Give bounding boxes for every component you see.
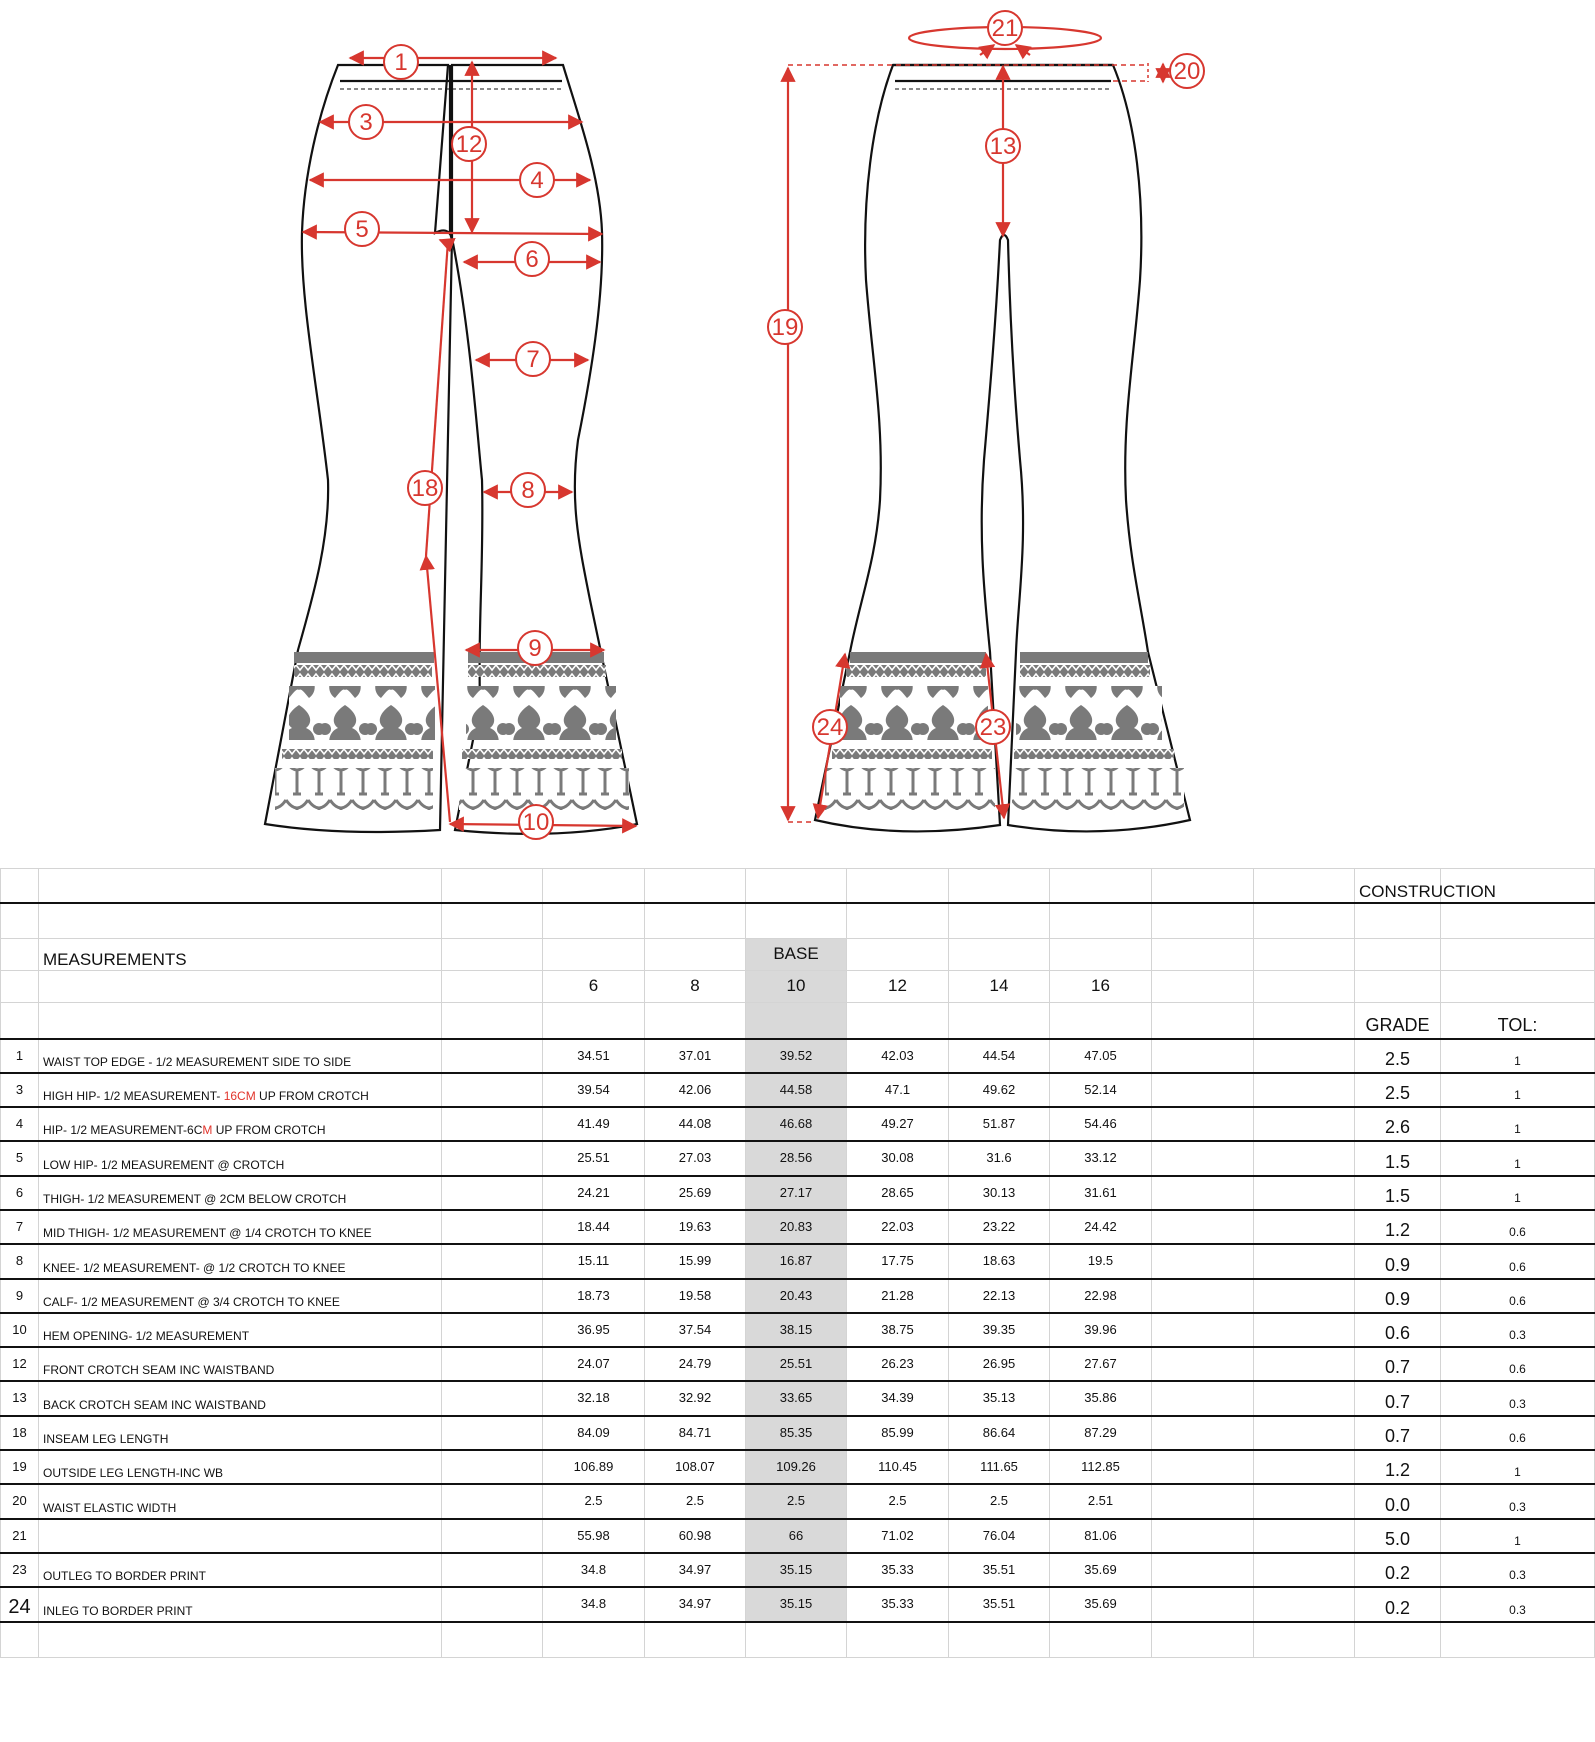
measurement-description <box>39 1210 442 1244</box>
tol-value: 0.6 <box>1441 1279 1595 1313</box>
row-number: 19 <box>1 1450 39 1484</box>
size-value: 28.56 <box>746 1141 847 1175</box>
size-value: 39.35 <box>949 1313 1050 1347</box>
back-border-print-left <box>825 652 995 810</box>
row-number: 13 <box>1 1381 39 1415</box>
tol-header: TOL: <box>1441 1003 1595 1039</box>
grade-value: 0.2 <box>1355 1587 1441 1621</box>
size-value: 24.42 <box>1050 1210 1152 1244</box>
size-value: 35.33 <box>847 1553 949 1587</box>
grade-value: 1.5 <box>1355 1176 1441 1210</box>
measurement-description <box>39 1244 442 1278</box>
size-value: 111.65 <box>949 1450 1050 1484</box>
row-number: 10 <box>1 1313 39 1347</box>
tol-value: 1 <box>1441 1107 1595 1141</box>
grade-value: 0.7 <box>1355 1347 1441 1381</box>
size-header-16: 16 <box>1050 971 1152 1003</box>
size-value: 27.17 <box>746 1176 847 1210</box>
description-text: WAIST TOP EDGE - 1/2 MEASUREMENT SIDE TO SIDE <box>43 1054 352 1069</box>
size-header-8: 8 <box>645 971 746 1003</box>
size-value: 76.04 <box>949 1519 1050 1553</box>
size-value: 24.79 <box>645 1347 746 1381</box>
size-value: 41.49 <box>543 1107 645 1141</box>
callout-20 <box>1170 54 1204 88</box>
size-value: 34.8 <box>543 1587 645 1621</box>
svg-text:23: 23 <box>979 714 1007 741</box>
callout-1 <box>384 45 418 79</box>
size-value: 2.5 <box>746 1484 847 1518</box>
grade-value: 5.0 <box>1355 1519 1441 1553</box>
grade-value: 2.5 <box>1355 1073 1441 1107</box>
grade-value: 2.5 <box>1355 1039 1441 1073</box>
size-value: 81.06 <box>1050 1519 1152 1553</box>
construction-header: CONSTRUCTION <box>1355 869 1441 903</box>
description-text: MID THIGH- 1/2 MEASUREMENT @ 1/4 CROTCH TO KNEE <box>43 1226 372 1241</box>
row-number: 1 <box>1 1039 39 1073</box>
size-value: 15.99 <box>645 1244 746 1278</box>
size-value: 84.71 <box>645 1416 746 1450</box>
description-text: CALF- 1/2 MEASUREMENT @ 3/4 CROTCH TO KNEE <box>43 1294 340 1309</box>
size-value: 38.15 <box>746 1313 847 1347</box>
size-value: 39.52 <box>746 1039 847 1073</box>
row-number: 6 <box>1 1176 39 1210</box>
size-value: 34.97 <box>645 1553 746 1587</box>
description-text: 16CM <box>223 1089 256 1104</box>
size-value: 66 <box>746 1519 847 1553</box>
measurement-description <box>39 1107 442 1141</box>
size-value: 54.46 <box>1050 1107 1152 1141</box>
size-value: 35.69 <box>1050 1587 1152 1621</box>
tol-value: 1 <box>1441 1073 1595 1107</box>
size-value: 34.51 <box>543 1039 645 1073</box>
callout-10 <box>519 805 553 839</box>
size-value: 25.69 <box>645 1176 746 1210</box>
size-value: 16.87 <box>746 1244 847 1278</box>
size-value: 108.07 <box>645 1450 746 1484</box>
size-value: 39.54 <box>543 1073 645 1107</box>
tol-value: 0.3 <box>1441 1587 1595 1621</box>
measurement-description <box>39 1450 442 1484</box>
grade-value: 0.9 <box>1355 1244 1441 1278</box>
size-value: 2.5 <box>543 1484 645 1518</box>
size-value: 38.75 <box>847 1313 949 1347</box>
description-text: M <box>202 1123 213 1138</box>
size-value: 22.13 <box>949 1279 1050 1313</box>
callout-13 <box>986 129 1020 163</box>
measurement-description <box>39 1416 442 1450</box>
grade-header: GRADE <box>1355 1003 1441 1039</box>
grade-value: 2.6 <box>1355 1107 1441 1141</box>
svg-text:5: 5 <box>355 216 369 243</box>
measurement-spec-table <box>0 868 1595 1658</box>
tol-value: 0.6 <box>1441 1416 1595 1450</box>
row-number: 18 <box>1 1416 39 1450</box>
size-value: 27.67 <box>1050 1347 1152 1381</box>
size-value: 49.62 <box>949 1073 1050 1107</box>
measurement-description <box>39 1279 442 1313</box>
description-text: WAIST ELASTIC WIDTH <box>43 1500 177 1515</box>
size-value: 31.61 <box>1050 1176 1152 1210</box>
measurement-description <box>39 1176 442 1210</box>
svg-text:1: 1 <box>394 49 408 76</box>
size-value: 19.63 <box>645 1210 746 1244</box>
callout-3 <box>349 105 383 139</box>
callout-12 <box>452 127 486 161</box>
size-value: 34.97 <box>645 1587 746 1621</box>
row-number: 12 <box>1 1347 39 1381</box>
size-value: 30.13 <box>949 1176 1050 1210</box>
size-value: 110.45 <box>847 1450 949 1484</box>
size-value: 47.1 <box>847 1073 949 1107</box>
svg-text:13: 13 <box>989 133 1017 160</box>
size-value: 2.51 <box>1050 1484 1152 1518</box>
size-value: 25.51 <box>543 1141 645 1175</box>
row-number: 7 <box>1 1210 39 1244</box>
svg-text:8: 8 <box>521 477 535 504</box>
size-value: 27.03 <box>645 1141 746 1175</box>
measurement-description <box>39 1484 442 1518</box>
size-value: 20.83 <box>746 1210 847 1244</box>
size-value: 2.5 <box>847 1484 949 1518</box>
size-value: 35.15 <box>746 1553 847 1587</box>
svg-text:7: 7 <box>526 346 540 373</box>
description-text: OUTSIDE LEG LENGTH-INC WB <box>43 1466 224 1481</box>
svg-text:18: 18 <box>411 475 439 502</box>
size-value: 20.43 <box>746 1279 847 1313</box>
measurement-description <box>39 1587 442 1621</box>
size-value: 18.73 <box>543 1279 645 1313</box>
row-number: 21 <box>1 1519 39 1553</box>
svg-text:3: 3 <box>359 109 373 136</box>
grade-value: 1.5 <box>1355 1141 1441 1175</box>
callout-4 <box>520 163 554 197</box>
size-value: 42.03 <box>847 1039 949 1073</box>
size-value: 15.11 <box>543 1244 645 1278</box>
callout-9 <box>518 631 552 665</box>
callout-7 <box>516 342 550 376</box>
size-value: 35.51 <box>949 1587 1050 1621</box>
row-number: 9 <box>1 1279 39 1313</box>
svg-text:9: 9 <box>528 635 542 662</box>
size-value: 26.23 <box>847 1347 949 1381</box>
front-border-print-left <box>275 652 435 810</box>
description-text: UP FROM CROTCH <box>255 1089 369 1104</box>
grade-value: 0.9 <box>1355 1279 1441 1313</box>
size-value: 24.21 <box>543 1176 645 1210</box>
description-text: KNEE- 1/2 MEASUREMENT- @ 1/2 CROTCH TO KNEE <box>43 1260 346 1275</box>
size-value: 44.54 <box>949 1039 1050 1073</box>
size-value: 25.51 <box>746 1347 847 1381</box>
front-border-print-right <box>459 652 629 810</box>
size-value: 44.08 <box>645 1107 746 1141</box>
size-value: 34.8 <box>543 1553 645 1587</box>
callout-18 <box>408 471 442 505</box>
size-value: 46.68 <box>746 1107 847 1141</box>
size-value: 42.06 <box>645 1073 746 1107</box>
size-value: 2.5 <box>645 1484 746 1518</box>
description-text: OUTLEG TO BORDER PRINT <box>43 1569 206 1584</box>
base-size-label: BASE <box>746 939 847 971</box>
svg-text:20: 20 <box>1173 58 1201 85</box>
size-value: 24.07 <box>543 1347 645 1381</box>
tol-value: 0.3 <box>1441 1553 1595 1587</box>
svg-text:12: 12 <box>455 131 483 158</box>
svg-text:6: 6 <box>525 246 539 273</box>
measurement-description <box>39 1073 442 1107</box>
grade-value: 0.2 <box>1355 1553 1441 1587</box>
size-value: 71.02 <box>847 1519 949 1553</box>
row-number: 5 <box>1 1141 39 1175</box>
row-number: 23 <box>1 1553 39 1587</box>
grade-value: 0.6 <box>1355 1313 1441 1347</box>
size-value: 52.14 <box>1050 1073 1152 1107</box>
description-text: UP FROM CROTCH <box>212 1123 326 1138</box>
size-value: 32.18 <box>543 1381 645 1415</box>
size-value: 28.65 <box>847 1176 949 1210</box>
size-value: 33.12 <box>1050 1141 1152 1175</box>
callout-8 <box>511 473 545 507</box>
row-number: 24 <box>1 1587 39 1621</box>
tol-value: 1 <box>1441 1176 1595 1210</box>
svg-text:19: 19 <box>771 314 799 341</box>
description-text: HEM OPENING- 1/2 MEASUREMENT <box>43 1329 250 1344</box>
size-value: 55.98 <box>543 1519 645 1553</box>
size-value: 22.98 <box>1050 1279 1152 1313</box>
size-value: 21.28 <box>847 1279 949 1313</box>
svg-text:10: 10 <box>522 809 550 836</box>
size-value: 109.26 <box>746 1450 847 1484</box>
measurement-description <box>39 1553 442 1587</box>
row-number: 8 <box>1 1244 39 1278</box>
size-value: 30.08 <box>847 1141 949 1175</box>
size-header-6: 6 <box>543 971 645 1003</box>
size-value: 37.54 <box>645 1313 746 1347</box>
svg-text:24: 24 <box>816 714 844 741</box>
back-border-print-right <box>1012 652 1184 810</box>
size-value: 112.85 <box>1050 1450 1152 1484</box>
description-text: INLEG TO BORDER PRINT <box>43 1603 193 1618</box>
measurement-description <box>39 1039 442 1073</box>
tol-value: 1 <box>1441 1450 1595 1484</box>
callout-5 <box>345 212 379 246</box>
measurement-description <box>39 1313 442 1347</box>
size-value: 84.09 <box>543 1416 645 1450</box>
size-value: 51.87 <box>949 1107 1050 1141</box>
tol-value: 0.3 <box>1441 1381 1595 1415</box>
description-text: LOW HIP- 1/2 MEASUREMENT @ CROTCH <box>43 1157 285 1172</box>
description-text: HIP- 1/2 MEASUREMENT-6C <box>43 1123 203 1138</box>
size-value: 35.69 <box>1050 1553 1152 1587</box>
description-text: FRONT CROTCH SEAM INC WAISTBAND <box>43 1363 275 1378</box>
size-value: 35.13 <box>949 1381 1050 1415</box>
size-header-10: 10 <box>746 971 847 1003</box>
tol-value: 1 <box>1441 1519 1595 1553</box>
callout-6 <box>515 242 549 276</box>
size-value: 85.99 <box>847 1416 949 1450</box>
size-value: 85.35 <box>746 1416 847 1450</box>
measurement-description <box>39 1141 442 1175</box>
size-value: 18.44 <box>543 1210 645 1244</box>
tol-value: 1 <box>1441 1039 1595 1073</box>
callout-21 <box>988 11 1022 45</box>
svg-text:21: 21 <box>991 15 1019 42</box>
size-value: 49.27 <box>847 1107 949 1141</box>
measurement-description <box>39 1381 442 1415</box>
size-value: 19.58 <box>645 1279 746 1313</box>
size-value: 35.51 <box>949 1553 1050 1587</box>
size-value: 22.03 <box>847 1210 949 1244</box>
size-value: 32.92 <box>645 1381 746 1415</box>
size-value: 87.29 <box>1050 1416 1152 1450</box>
size-value: 39.96 <box>1050 1313 1152 1347</box>
row-number: 4 <box>1 1107 39 1141</box>
size-value: 19.5 <box>1050 1244 1152 1278</box>
size-value: 106.89 <box>543 1450 645 1484</box>
size-header-14: 14 <box>949 971 1050 1003</box>
size-value: 18.63 <box>949 1244 1050 1278</box>
callout-19 <box>768 310 802 344</box>
size-value: 17.75 <box>847 1244 949 1278</box>
grade-value: 1.2 <box>1355 1210 1441 1244</box>
measurement-description <box>39 1519 442 1553</box>
svg-text:4: 4 <box>530 167 544 194</box>
size-value: 35.86 <box>1050 1381 1152 1415</box>
size-value: 23.22 <box>949 1210 1050 1244</box>
callout-24 <box>813 710 847 744</box>
size-value: 36.95 <box>543 1313 645 1347</box>
size-value: 35.15 <box>746 1587 847 1621</box>
row-number: 3 <box>1 1073 39 1107</box>
size-value: 37.01 <box>645 1039 746 1073</box>
pants-technical-sketch <box>0 0 1594 868</box>
size-header-12: 12 <box>847 971 949 1003</box>
tol-value: 0.3 <box>1441 1484 1595 1518</box>
tol-value: 0.3 <box>1441 1313 1595 1347</box>
measurements-header: MEASUREMENTS <box>39 939 442 971</box>
grade-value: 1.2 <box>1355 1450 1441 1484</box>
tol-value: 1 <box>1441 1141 1595 1175</box>
tol-value: 0.6 <box>1441 1210 1595 1244</box>
grade-value: 0.7 <box>1355 1416 1441 1450</box>
row-number: 20 <box>1 1484 39 1518</box>
size-value: 47.05 <box>1050 1039 1152 1073</box>
description-text: THIGH- 1/2 MEASUREMENT @ 2CM BELOW CROTCH <box>43 1191 347 1206</box>
size-value: 31.6 <box>949 1141 1050 1175</box>
description-text: BACK CROTCH SEAM INC WAISTBAND <box>43 1397 266 1412</box>
measurement-description <box>39 1347 442 1381</box>
grade-value: 0.7 <box>1355 1381 1441 1415</box>
size-value: 60.98 <box>645 1519 746 1553</box>
size-value: 34.39 <box>847 1381 949 1415</box>
grade-value: 0.0 <box>1355 1484 1441 1518</box>
size-value: 26.95 <box>949 1347 1050 1381</box>
size-value: 35.33 <box>847 1587 949 1621</box>
callout-23 <box>976 710 1010 744</box>
tol-value: 0.6 <box>1441 1244 1595 1278</box>
description-text: HIGH HIP- 1/2 MEASUREMENT- <box>43 1089 224 1104</box>
tol-value: 0.6 <box>1441 1347 1595 1381</box>
size-value: 44.58 <box>746 1073 847 1107</box>
size-value: 2.5 <box>949 1484 1050 1518</box>
description-text: INSEAM LEG LENGTH <box>43 1432 169 1447</box>
size-value: 86.64 <box>949 1416 1050 1450</box>
size-value: 33.65 <box>746 1381 847 1415</box>
